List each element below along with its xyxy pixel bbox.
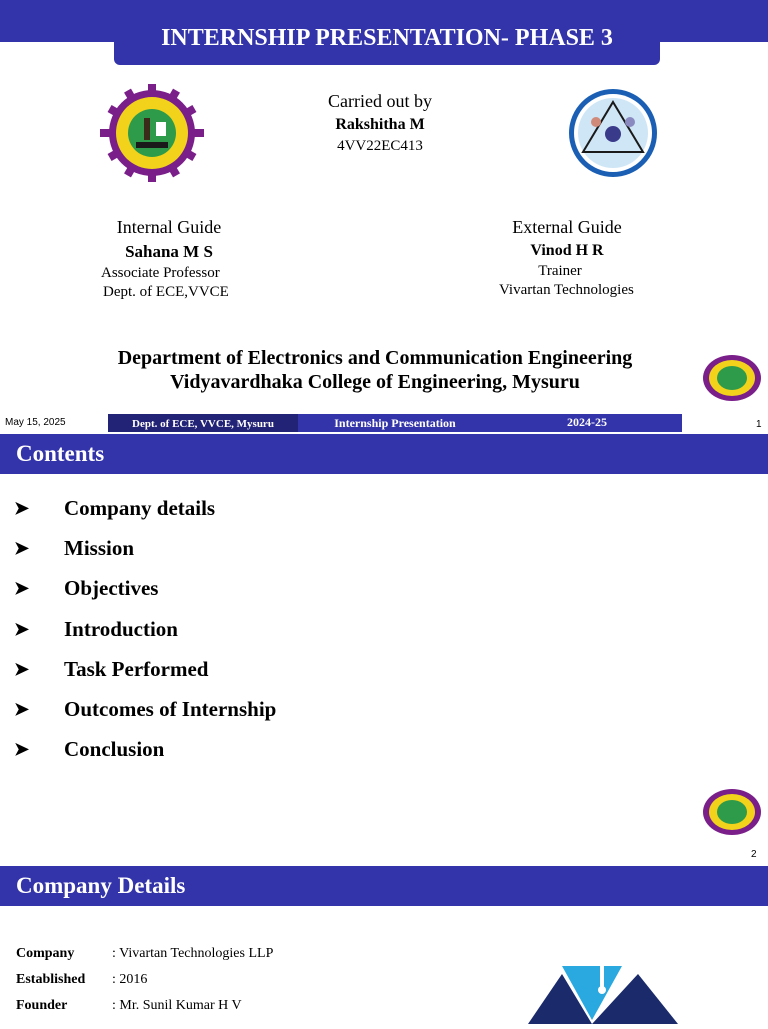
footer-year: 2024-25 [492,414,682,432]
college-logo [100,84,204,182]
carried-out-by: Carried out by [328,91,432,111]
external-guide-name: Vinod H R [530,242,604,259]
footer-presentation: Internship Presentation [298,414,492,432]
detail-key: Company [16,946,75,961]
college-logo-small [702,788,762,836]
contents-heading-bar [0,434,768,474]
arrowhead-bullet-icon: ➤ [14,658,30,679]
list-item: ➤ Task Performed [14,656,209,681]
detail-row [16,998,242,1022]
detail-value: : Mr. Sunil Kumar H V [112,998,242,1013]
arrowhead-bullet-icon: ➤ [14,699,30,720]
contents-heading: Contents [16,441,105,466]
page-number: 1 [756,419,762,430]
detail-value: : 2016 [112,972,148,987]
list-item: ➤ Conclusion [14,737,165,762]
internal-guide-designation: Associate Professor [101,265,220,281]
department-logo [566,88,660,178]
department-name: Department of Electronics and Communication Engineering [117,347,633,369]
list-item: ➤ Introduction [14,616,178,641]
external-guide-company: Vivartan Technologies [499,282,634,298]
list-item: ➤ Company details [14,495,216,520]
college-name: Vidyavardhaka College of Engineering, Mysuru [170,371,580,393]
arrowhead-bullet-icon: ➤ [14,618,30,639]
slide-title: INTERNSHIP PRESENTATION- PHASE 3 [114,14,660,65]
company-logo [528,960,688,1024]
internal-guide-heading: Internal Guide [116,217,222,237]
company-details-heading-bar [0,866,768,906]
detail-row [16,946,273,970]
student-usn: 4VV22EC413 [337,138,423,154]
arrowhead-bullet-icon: ➤ [14,578,30,599]
student-name: Rakshitha M [335,116,425,133]
list-item: ➤ Mission [14,535,135,560]
external-guide-designation: Trainer [538,263,582,279]
contents-list [14,488,514,770]
list-item: ➤ Outcomes of Internship [14,697,277,722]
footer-dept: Dept. of ECE, VVCE, Mysuru [108,414,298,432]
college-logo-small [702,354,762,402]
external-guide-heading: External Guide [512,217,622,237]
page-number: 2 [751,849,757,860]
internal-guide-dept: Dept. of ECE,VVCE [103,284,229,300]
detail-value: : Vivartan Technologies LLP [112,946,274,961]
detail-row [16,972,147,996]
list-item: ➤ Objectives [14,576,159,601]
arrowhead-bullet-icon: ➤ [14,739,30,760]
arrowhead-bullet-icon: ➤ [14,537,30,558]
detail-key: Established [16,972,86,987]
detail-key: Founder [16,998,68,1013]
company-details-heading: Company Details [16,873,186,898]
internal-guide-name: Sahana M S [125,242,213,261]
footer-date: May 15, 2025 [5,417,66,428]
arrowhead-bullet-icon: ➤ [14,497,30,518]
